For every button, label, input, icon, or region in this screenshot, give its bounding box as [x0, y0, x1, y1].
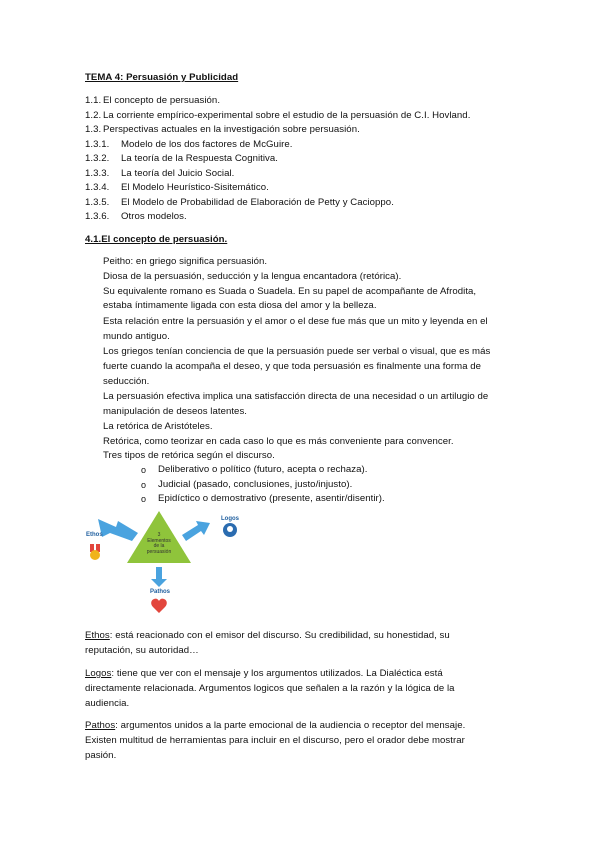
list-item: Deliberativo o político (futuro, acepta o rechaza). — [158, 464, 368, 475]
definition-text: directamente relacionada. Argumentos logicos que señalen a la razón y la lógica de la — [85, 683, 455, 694]
toc-text: El Modelo Heurístico-Sisitemático. — [121, 182, 269, 193]
logos-label: Logos — [221, 516, 239, 522]
body-line: La persuasión efectiva implica una satisfacción directa de una necesidad o un artilugio de — [103, 391, 489, 402]
toc-text: Otros modelos. — [121, 211, 187, 222]
body-line: manipulación de deseos latentes. — [103, 406, 248, 417]
body-line: seducción. — [103, 376, 150, 387]
ethos-label: Ethos — [86, 532, 103, 538]
body-line: La retórica de Aristóteles. — [103, 421, 213, 432]
triangle-label-line: Elementos — [147, 537, 171, 544]
toc-num: 1.3.2. — [85, 153, 110, 164]
medal-icon — [90, 550, 100, 560]
definition-ethos — [85, 630, 450, 642]
toc-text: El Modelo de Probabilidad de Elaboración de Petty y Cacioppo. — [121, 197, 394, 208]
toc-num: 1.1. — [85, 95, 102, 106]
toc-num: 1.3.4. — [85, 182, 110, 193]
toc-num: 1.3.1. — [85, 139, 110, 150]
head-gear — [227, 526, 233, 532]
definition-text: : argumentos unidos a la parte emocional de la audiencia o receptor del mensaje. — [115, 720, 466, 731]
definition-text: reputación, su autoridad… — [85, 645, 199, 656]
body-line: Su equivalente romano es Suada o Suadela. En su papel de acompañante de Afrodita, — [103, 286, 477, 297]
toc-text: La teoría del Juicio Social. — [121, 168, 235, 179]
body-line: Diosa de la persuasión, seducción y la lengua encantadora (retórica). — [103, 271, 402, 282]
body-line: estaba íntimamente ligada con esta diosa del amor y la belleza. — [103, 300, 377, 311]
definition-text: audiencia. — [85, 698, 130, 709]
bullet-marker: o — [141, 465, 147, 475]
definition-text: pasión. — [85, 750, 117, 761]
definition-text: : está reacionado con el emisor del discurso. Su credibilidad, su honestidad, su — [109, 630, 450, 641]
body-line: Peitho: en griego significa persuasión. — [103, 256, 268, 267]
arrow-left-icon — [98, 519, 138, 541]
list-item: Epidíctico o demostrativo (presente, asentir/disentir). — [158, 493, 385, 504]
toc-num: 1.2. — [85, 110, 102, 121]
list-item: Judicial (pasado, conclusiones, justo/injusto). — [158, 479, 353, 490]
toc-num: 1.3. — [85, 124, 102, 135]
triangle-label-line: persuasión — [146, 548, 172, 555]
document-heading: TEMA 4: Persuasión y Publicidad — [85, 72, 239, 83]
persuasion-diagram — [80, 507, 280, 615]
triangle-label-line: de la — [153, 543, 165, 549]
definition-logos — [85, 668, 443, 680]
heart-icon — [151, 599, 167, 613]
toc-text: La teoría de la Respuesta Cognitiva. — [121, 153, 278, 164]
diagram-graphic — [80, 507, 280, 615]
definition-term: Logos — [85, 668, 112, 679]
pathos-label: Pathos — [150, 589, 171, 595]
toc-num: 1.3.3. — [85, 168, 110, 179]
definition-pathos — [85, 720, 465, 732]
toc-num: 1.3.5. — [85, 197, 110, 208]
toc-text: La corriente empírico-experimental sobre el estudio de la persuasión de C.I. Hovland. — [103, 110, 471, 121]
section-title: 4.1.El concepto de persuasión. — [85, 234, 228, 245]
body-line: mundo antiguo. — [103, 331, 170, 342]
toc-text: Perspectivas actuales en la investigación sobre persuasión. — [103, 124, 360, 135]
definition-term: Pathos — [85, 720, 116, 731]
triangle-label-line: 3 — [157, 532, 161, 538]
toc-text: El concepto de persuasión. — [103, 95, 221, 106]
arrow-down-icon — [151, 567, 167, 587]
body-line: Esta relación entre la persuasión y el amor o el dese fue más que un mito y leyenda en el — [103, 316, 488, 327]
body-line: Los griegos tenían conciencia de que la persuasión puede ser verbal o visual, que es más — [103, 346, 491, 357]
definition-term: Ethos — [85, 630, 110, 641]
triangle-label — [138, 533, 180, 555]
definition-text: : tiene que ver con el mensaje y los argumentos utilizados. La Dialéctica está — [111, 668, 443, 679]
arrow-right-icon — [182, 521, 210, 541]
bullet-marker: o — [141, 494, 147, 504]
toc-text: Modelo de los dos factores de McGuire. — [121, 139, 293, 150]
bullet-marker: o — [141, 480, 147, 490]
definition-text: Existen multitud de herramientas para incluir en el discurso, pero el orador debe mostrar — [85, 735, 465, 746]
toc-num: 1.3.6. — [85, 211, 110, 222]
body-line: Retórica, como teorizar en cada caso lo que es más conveniente para convencer. — [103, 436, 454, 447]
body-line: fuerte cuando la acompaña el deseo, y que toda persuasión es finalmente una forma de — [103, 361, 482, 372]
body-line: Tres tipos de retórica según el discurso. — [103, 450, 275, 461]
